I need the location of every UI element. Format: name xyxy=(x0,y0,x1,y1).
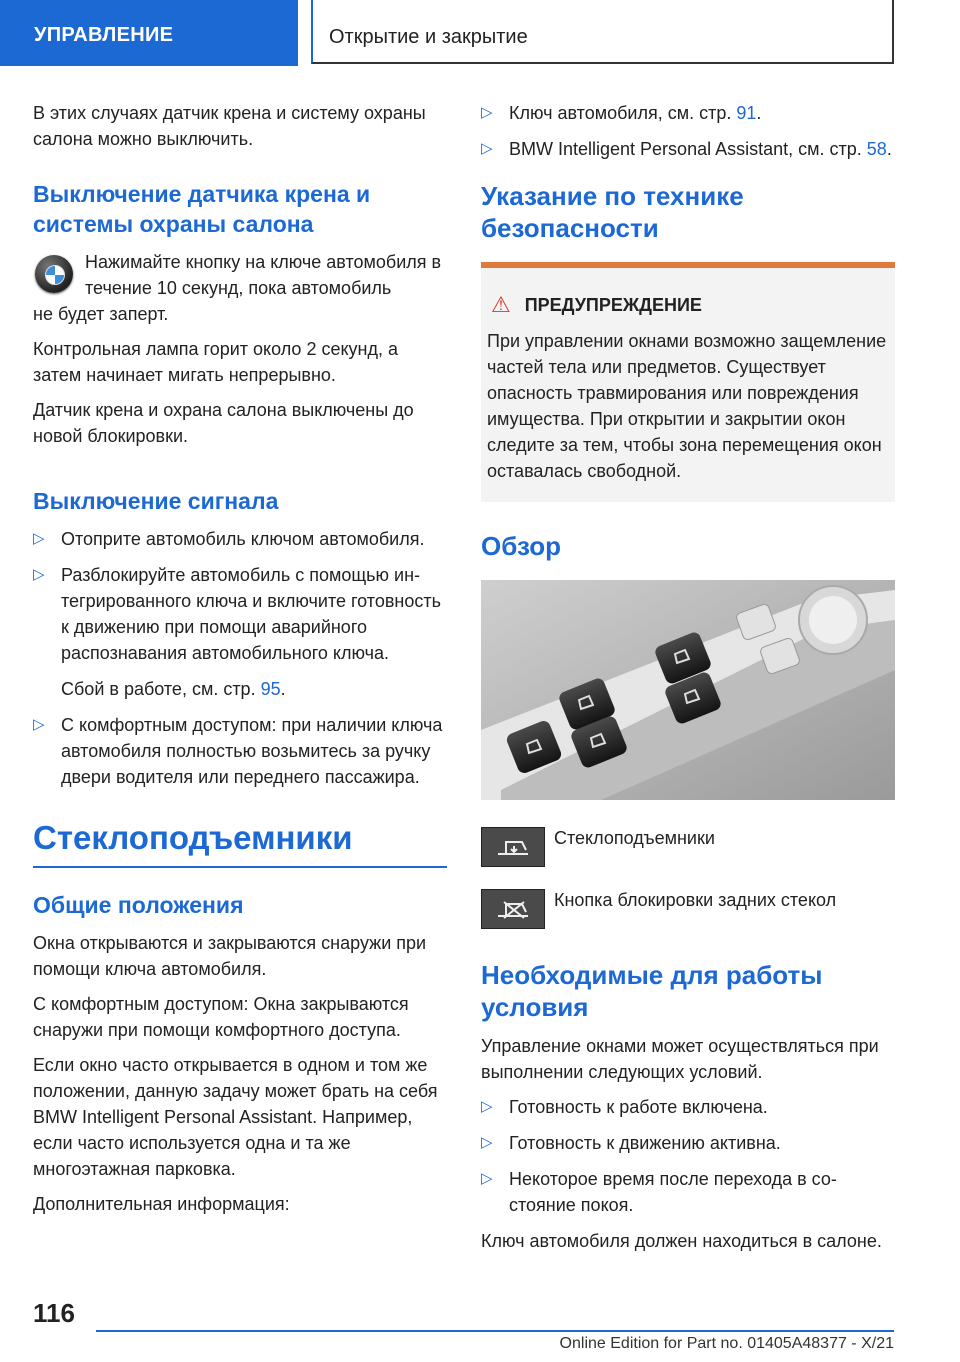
warning-triangle-icon: ⚠ xyxy=(491,292,511,317)
paragraph-general-2: С комфортным доступом: Окна закрываются снаружи при помощи комфортного доступа. xyxy=(33,994,409,1040)
page-link-58[interactable]: 58 xyxy=(866,139,887,159)
heading-safety: Указание по технике безопасности xyxy=(481,181,744,243)
triangle-bullet-icon: ▷ xyxy=(481,104,493,121)
header-chapter-tab xyxy=(311,0,894,64)
rear-window-lock-icon xyxy=(481,889,545,929)
legend-label: Стеклоподъемники xyxy=(554,828,715,848)
window-lifter-icon xyxy=(481,827,545,867)
page-number: 116 xyxy=(33,1298,75,1328)
heading-window-lifters: Стеклоподъемники xyxy=(33,819,353,856)
triangle-bullet-icon: ▷ xyxy=(33,716,45,733)
legend-rear-window-lock xyxy=(481,889,895,929)
bmw-key-icon xyxy=(35,255,73,293)
list-item: ▷ Разблокируйте автомобиль с помощью интегрированного ключа и включите готовность к движению при помощи аварийного распознавания автомобильного ключа. Сбой в работе, см. стр. 95. xyxy=(33,562,447,702)
list-item: ▷ С комфортным доступом: при наличии ключа автомобиля полностью возьмитесь за ручку двери водителя или переднего пассажира. xyxy=(33,712,447,790)
page-link-91[interactable]: 91 xyxy=(736,103,757,123)
list-item: ▷ Готовность к движению активна. xyxy=(481,1130,895,1156)
triangle-bullet-icon: ▷ xyxy=(33,566,45,583)
paragraph-lamp: Контрольная лампа горит около 2 секунд, а затем начинает мигать непрерывно. xyxy=(33,339,399,385)
footer-rule xyxy=(96,1330,894,1332)
triangle-bullet-icon: ▷ xyxy=(481,1170,493,1187)
list-item: ▷ Некоторое время после перехода в состояние покоя. xyxy=(481,1166,895,1218)
paragraph-press-key xyxy=(33,249,447,327)
heading-overview: Обзор xyxy=(481,531,561,561)
paragraph-general-3: Если окно часто открывается в одном и том же положении, данную задачу может брать на себя BMW Intelligent Personal Assistant. Например, если часто используется одна и та же многоэтажная парковка. xyxy=(33,1055,438,1179)
window-switch-panel-photo xyxy=(481,580,895,800)
heading-underline xyxy=(33,866,447,868)
signal-off-list xyxy=(33,526,447,790)
triangle-bullet-icon: ▷ xyxy=(481,140,493,157)
paragraph-sensor-off: Датчик крена и охрана салона выключены до новой блокировки. xyxy=(33,400,414,446)
list-item: ▷ Ключ автомобиля, см. стр. 91. xyxy=(481,100,895,126)
warning-title: ⚠ ПРЕДУПРЕЖДЕНИЕ xyxy=(491,292,702,317)
list-item: ▷ Готовность к работе включена. xyxy=(481,1094,895,1120)
header-section-tab xyxy=(0,0,298,66)
conditions-list xyxy=(481,1094,895,1218)
heading-general: Общие положения xyxy=(33,892,244,918)
page-link-95[interactable]: 95 xyxy=(260,679,281,699)
paragraph-general-1: Окна открываются и закрываются снаружи при помощи ключа автомобиля. xyxy=(33,933,427,979)
heading-signal-off: Выключение сигнала xyxy=(33,488,279,514)
paragraph-press-key-a: Нажимайте кнопку на ключе автомобиля в течение 10 секунд, пока автомобиль xyxy=(85,252,442,298)
warning-text: При управлении окнами возможно защемление частей тела или предметов. Существует опасность травмирования или повреждения имущества. При открытии и закрытии окон следите за тем, чтобы зона перемещения окон оставалась свободной. xyxy=(487,331,887,481)
paragraph-key-inside: Ключ автомобиля должен находиться в салоне. xyxy=(481,1231,882,1251)
malfunction-reference: Сбой в работе, см. стр. 95. xyxy=(61,679,286,699)
list-item: ▷ Отоприте автомобиль ключом автомобиля. xyxy=(33,526,447,552)
triangle-bullet-icon: ▷ xyxy=(481,1134,493,1151)
paragraph-conditions: Управление окнами может осуществляться при выполнении следующих условий. xyxy=(481,1036,879,1082)
heading-disable-sensor: Выключение датчика крена и системы охраны салона xyxy=(33,181,371,237)
left-column xyxy=(33,100,447,1226)
header-chapter-title: Открытие и закрытие xyxy=(329,26,528,48)
footer-edition: Online Edition for Part no. 01405A48377 - X/21 xyxy=(559,1335,894,1352)
legend-window-lifters xyxy=(481,827,895,867)
warning-box xyxy=(481,262,895,502)
header-section-title: УПРАВЛЕНИЕ xyxy=(34,24,174,46)
legend-label: Кнопка блокировки задних стекол xyxy=(554,890,837,910)
more-info-list xyxy=(481,100,895,162)
triangle-bullet-icon: ▷ xyxy=(33,530,45,547)
paragraph-intro: В этих случаях датчик крена и систему охраны салона можно выключить. xyxy=(33,103,426,149)
paragraph-general-4: Дополнительная информация: xyxy=(33,1194,290,1214)
paragraph-press-key-b: не будет заперт. xyxy=(33,304,169,324)
heading-conditions: Необходимые для работы условия xyxy=(481,960,823,1022)
right-column xyxy=(481,100,895,1263)
list-item: ▷ BMW Intelligent Personal Assistant, см. стр. 58. xyxy=(481,136,895,162)
triangle-bullet-icon: ▷ xyxy=(481,1098,493,1115)
